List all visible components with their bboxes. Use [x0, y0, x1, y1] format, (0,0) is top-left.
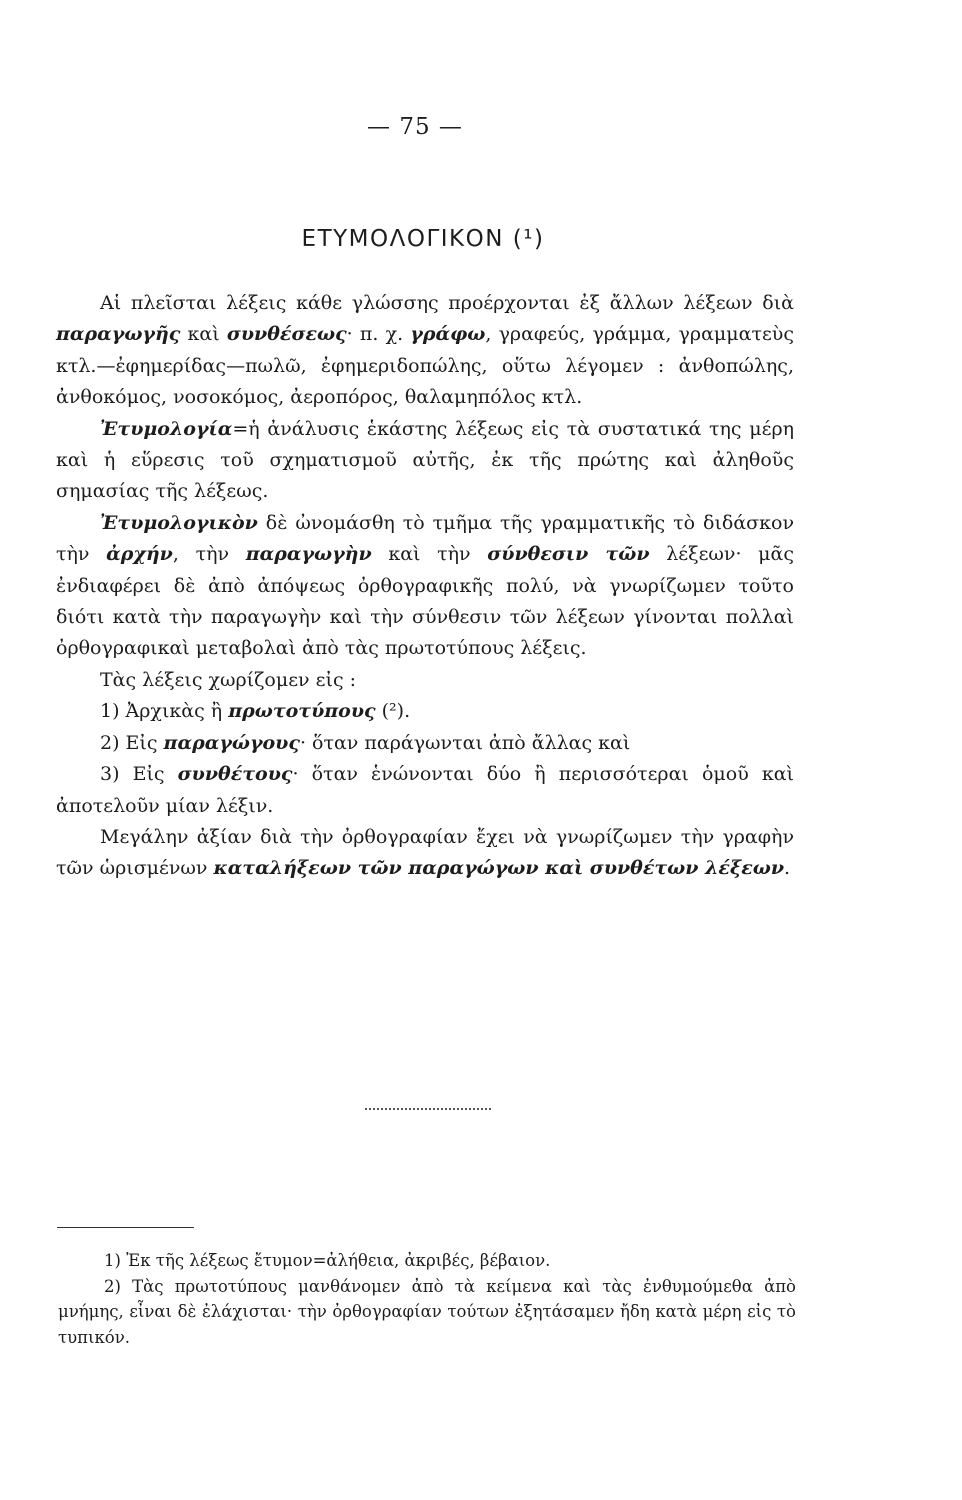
emphasis-text: παραγωγῆς — [56, 323, 181, 346]
list-item — [56, 696, 794, 727]
footnotes — [58, 1248, 796, 1350]
text-span: (²). — [375, 700, 411, 723]
emphasis-text: Ἐτυμολογικὸν — [100, 511, 258, 534]
emphasis-text: συνθέσεως — [226, 323, 347, 346]
paragraph-classification: Τὰς λέξεις χωρίζομεν εἰς : — [100, 668, 357, 691]
footnote: 2) Τὰς πρωτοτύπους μανθάνομεν ἀπὸ τὰ κείμενα καὶ τὰς ἐνθυμούμεθα ἀπὸ μνήμης, εἶναι δὲ ἐλάχισται· τὴν ὀρθογραφίαν τούτων ἐξητάσαμεν ἤδη κατὰ μέρη εἰς τὸ τυπικόν. — [58, 1276, 796, 1347]
text-span: καὶ τὴν — [371, 543, 488, 566]
paragraph-conclusion — [56, 822, 794, 885]
text-span: καὶ — [180, 323, 227, 346]
footnote: 1) Ἐκ τῆς λέξεως ἔτυμον=ἀλήθεια, ἀκριβές, βέβαιον. — [104, 1251, 551, 1270]
chapter-title: ΕΤΥΜΟΛΟΓΙΚΟΝ (¹) — [301, 226, 545, 252]
text-span: · π. χ. — [346, 323, 411, 346]
emphasis-text: Ἐτυμολογία — [100, 417, 233, 440]
emphasis-text: γράφω — [410, 323, 486, 346]
emphasis-text: σύνθεσιν τῶν — [487, 543, 650, 566]
list-item — [56, 759, 794, 822]
paragraph-etymologikon — [56, 508, 794, 665]
text-span: 2) Εἰς — [100, 731, 164, 754]
text-span: λέξεων· μᾶς ἐνδιαφέρει δὲ ἀπὸ ἀπόψεως ὀρθογραφικῆς πολύ, νὰ γνωρίζωμεν τοῦτο διότι κατὰ τὴν παραγωγὴν καὶ τὴν σύνθεσιν τῶν λέξεων γίνονται πολλαὶ ὀρθογραφικαὶ μεταβολαὶ ἀπὸ τὰς πρωτοτύπους λέξεις. — [56, 543, 794, 660]
footnote-divider — [57, 1227, 194, 1228]
text-span: , τὴν — [172, 543, 246, 566]
text-span: 1) Ἀρχικὰς ἢ — [100, 700, 229, 723]
emphasis-text: πρωτοτύπους — [228, 700, 376, 723]
emphasis-text: ἀρχήν — [106, 543, 173, 566]
text-span: 3) Εἰς — [100, 763, 178, 786]
text-span: · ὅταν ἑνώνονται δύο ἢ περισσότεραι ὁμοῦ καὶ ἀποτελοῦν μίαν λέξιν. — [56, 763, 794, 817]
text-span: · ὅταν παράγωνται ἀπὸ ἄλλας καὶ — [299, 731, 631, 754]
list-item — [56, 728, 794, 759]
paragraph-definition — [56, 414, 794, 508]
emphasis-text: συνθέτους — [177, 763, 293, 786]
emphasis-text: παραγώγους — [163, 731, 300, 754]
text-span: . — [784, 857, 791, 880]
page-number: — 75 — — [367, 114, 463, 140]
paragraph-intro — [56, 288, 794, 414]
text-span: Μεγάλην ἀξίαν διὰ τὴν ὀρθογραφίαν ἔχει νὰ γνωρίζωμεν τὴν γραφὴν τῶν ὡρισμένων — [56, 825, 794, 880]
text-span: δὲ ὠνομάσθη τὸ τμῆμα τῆς γραμματικῆς τὸ διδάσκον τὴν — [56, 511, 794, 566]
text-span: =ἡ ἀνάλυσις ἑκάστης λέξεως εἰς τὰ συστατικά της μέρη καὶ ἡ εὕρεσις τοῦ σχηματισμοῦ αὐτῆς, ἐκ τῆς πρώτης καὶ ἀληθοῦς σημασίας τῆς λέξεως. — [56, 417, 794, 503]
text-span: , γραφεύς, γράμμα, γραμματεὺς κτλ.—ἐφημερίδας—πωλῶ, ἐφημεριδοπώλης, οὕτω λέγομεν : ἀνθοπώλης, ἀνθοκόμος, νοσοκόμος, ἀεροπόρος, θαλαμηπόλος κτλ. — [56, 323, 794, 409]
body-text — [56, 288, 794, 885]
emphasis-text: καταλήξεων τῶν παραγώγων καὶ συνθέτων λέξεων — [213, 857, 785, 880]
text-span: Αἱ πλεῖσται λέξεις κάθε γλώσσης προέρχονται ἐξ ἄλλων λέξεων διὰ — [100, 292, 794, 314]
emphasis-text: παραγωγὴν — [245, 543, 372, 566]
dotted-separator — [365, 1108, 491, 1110]
